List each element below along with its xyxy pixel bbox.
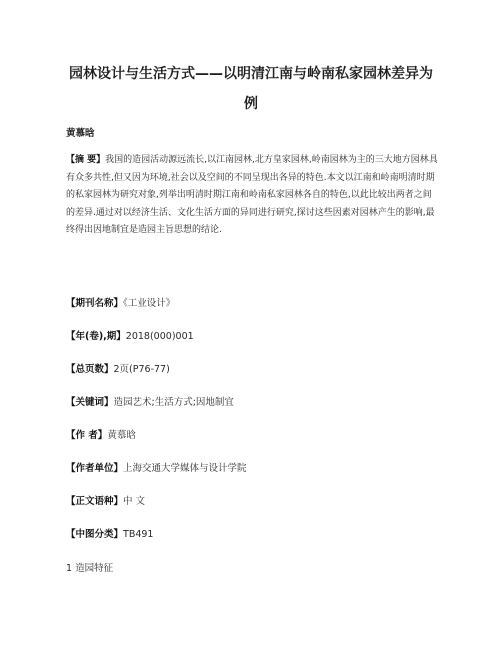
field-value: 上海交通大学媒体与设计学院 xyxy=(123,463,247,474)
field-value: TB491 xyxy=(123,529,154,540)
field-journal-name xyxy=(66,297,175,311)
field-label: 【作 者】 xyxy=(66,430,108,441)
field-value: 2页(P76-77) xyxy=(113,364,170,375)
field-label: 【正文语种】 xyxy=(66,496,124,507)
field-page-count xyxy=(66,363,170,377)
field-value: 造园艺术;生活方式;因地制宜 xyxy=(113,397,234,408)
field-year-volume-issue xyxy=(66,330,194,344)
field-label: 【作者单位】 xyxy=(66,463,124,474)
abstract-text: 我国的造园活动源远流长,以江南园林,北方皇家园林,岭南园林为主的三大地方园林具有众多共性,但又因为环境,社会以及空间的不同呈现出各异的特色.本文以江南和岭南明清时期的私家园林为研究对象,列举出明清时期江南和岭南私家园林各自的特色,以此比较出两者之间的差异.通过对以经济生活、文化生活方面的异同进行研究,探讨这些因素对园林产生的影响,最终得出因地制宜是造园主旨思想的结论. xyxy=(66,155,438,235)
field-language xyxy=(66,495,145,509)
section-heading: 1 造园特征 xyxy=(66,563,114,574)
field-classification xyxy=(66,528,153,542)
field-value: 《工业设计》 xyxy=(123,298,176,309)
field-value: 黄慕晗 xyxy=(107,430,136,441)
field-label: 【期刊名称】 xyxy=(66,298,124,309)
field-author xyxy=(66,429,136,443)
field-label: 【关键词】 xyxy=(66,397,114,408)
article-title: 园林设计与生活方式——以明清江南与岭南私家园林差异为例 xyxy=(69,66,433,112)
field-keywords xyxy=(66,396,234,410)
field-label: 【总页数】 xyxy=(66,364,114,375)
field-author-affiliation xyxy=(66,462,247,476)
field-value: 2018(000)001 xyxy=(125,331,194,342)
abstract-block xyxy=(66,152,438,240)
field-label: 【年(卷),期】 xyxy=(66,331,126,342)
field-label: 【中图分类】 xyxy=(66,529,124,540)
author-name: 黄慕晗 xyxy=(66,128,95,139)
field-value: 中 文 xyxy=(123,496,146,507)
abstract-label: 【摘 要】 xyxy=(66,155,106,165)
